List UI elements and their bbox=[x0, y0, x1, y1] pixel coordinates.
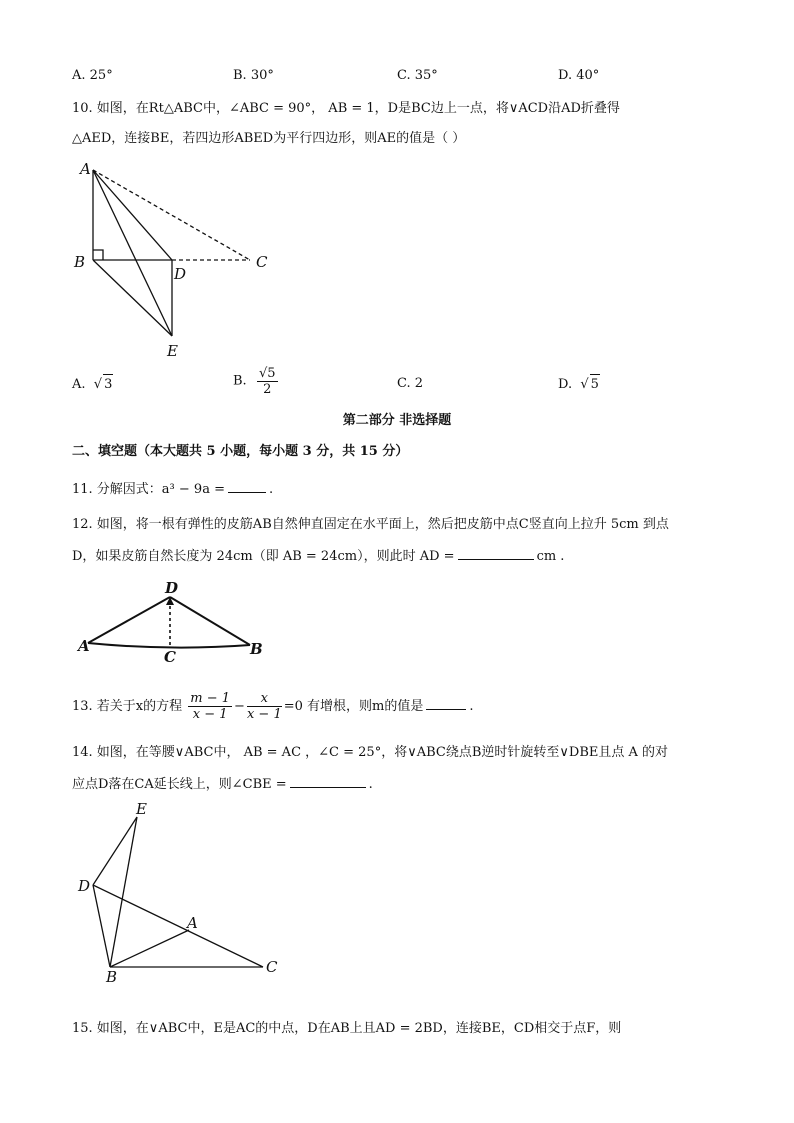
q13-fraction-1: $\frac{m - 1}{x - 1}$ bbox=[190, 691, 231, 722]
section-heading: 二、填空题（本大题共 5 小题，每小题 3 分，共 15 分） bbox=[72, 444, 409, 459]
q10-option-d: D. √ 5 bbox=[558, 374, 600, 395]
part-title: 第二部分 非选择题 bbox=[342, 413, 452, 428]
q14-stem-line2: 应点D落在CA延长线上，则∠CBE = . bbox=[72, 777, 373, 792]
q15-stem-line1: 15. 如图，在∨ABC中，E是AC的中点，D在AB上且AD = 2BD，连接BE，CD相交于点F，则 bbox=[72, 1021, 622, 1036]
q12-label-b: B bbox=[250, 640, 263, 658]
q12-stem-line2: D，如果皮筋自然长度为 24cm（即 AB = 24cm），则此时 AD = cm . bbox=[72, 549, 565, 564]
q10-stem-line1: 10. 如图，在Rt△ABC中，∠ABC = 90°， AB = 1，D是BC边上一点，将∨ACD沿AD折叠得 bbox=[72, 101, 620, 116]
q9-option-c: C. 35° bbox=[397, 68, 438, 83]
q12-label-d: D bbox=[165, 579, 179, 597]
q10-option-b: B. $\frac{√5}{2}$ bbox=[233, 366, 276, 397]
q10-option-b-fraction: $\frac{√5}{2}$ bbox=[258, 366, 276, 397]
q10-label-e: E bbox=[167, 342, 178, 360]
q9-option-a: A. 25° bbox=[72, 68, 113, 83]
q9-option-b: B. 30° bbox=[233, 68, 274, 83]
q14-label-e: E bbox=[136, 800, 147, 818]
q13-fraction-2: $\frac{x}{x - 1}$ bbox=[246, 691, 282, 722]
q10-option-a: A. √ 3 bbox=[72, 374, 113, 395]
q12-stem-line1: 12. 如图，将一根有弹性的皮筋AB自然伸直固定在水平面上，然后把皮筋中点C竖直向上拉升 5cm 到点 bbox=[72, 517, 669, 532]
q14-label-b: B bbox=[106, 968, 118, 986]
q10-label-c: C bbox=[256, 253, 268, 271]
q14-stem-line1: 14. 如图，在等腰∨ABC中， AB = AC ，∠C = 25°，将∨ABC绕点B逆时针旋转至∨DBE且点 A 的对 bbox=[72, 745, 669, 760]
q14-label-a: A bbox=[187, 914, 198, 932]
q10-option-c: C. 2 bbox=[397, 376, 424, 391]
q9-option-d: D. 40° bbox=[558, 68, 600, 83]
q14-label-d: D bbox=[78, 877, 91, 895]
q10-label-b: B bbox=[74, 253, 86, 271]
q11-stem: 11. 分解因式：a³ − 9a = . bbox=[72, 482, 274, 497]
q14-label-c: C bbox=[266, 958, 278, 976]
q10-label-d: D bbox=[174, 265, 187, 283]
q12-label-a: A bbox=[78, 637, 90, 655]
q10-label-a: A bbox=[80, 160, 91, 178]
q13-stem: 13. 若关于x的方程 $\frac{m - 1}{x - 1}$ − $\frac{x}{x - 1}$ =0 有增根，则m的值是 . bbox=[72, 691, 474, 722]
q10-stem-line2: △AED，连接BE，若四边形ABED为平行四边形，则AE的值是（ ） bbox=[72, 131, 466, 146]
q12-label-c: C bbox=[164, 648, 176, 666]
